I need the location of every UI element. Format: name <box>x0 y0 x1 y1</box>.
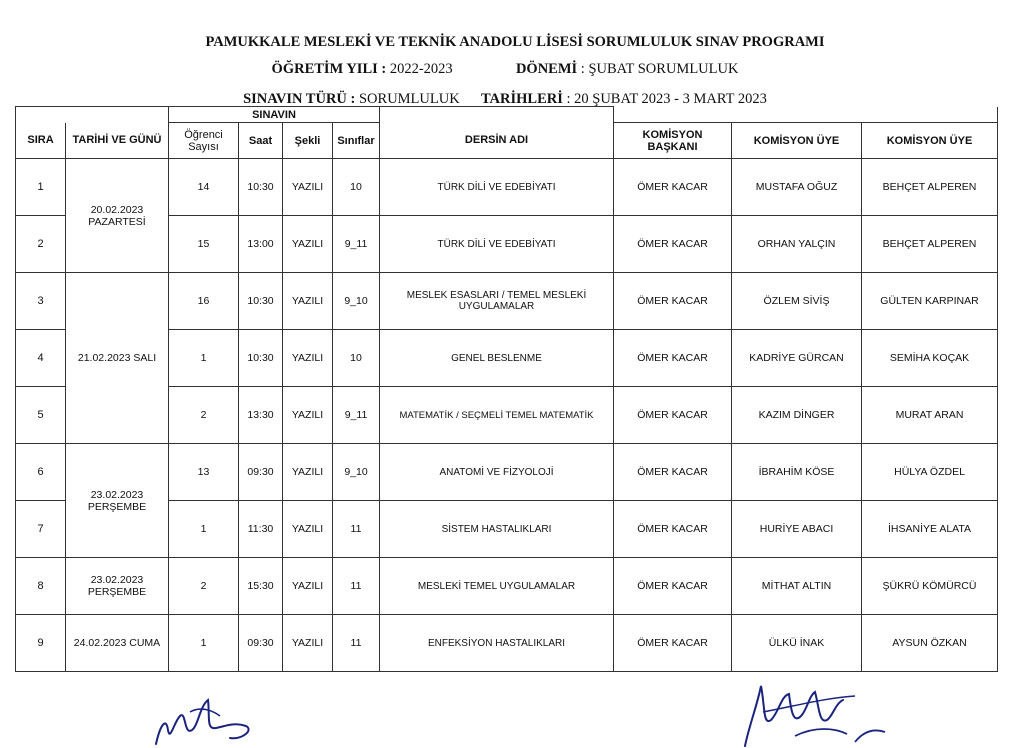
col-header-siniflar: Sınıflar <box>333 123 380 159</box>
cell-sira: 8 <box>16 558 66 615</box>
cell-baskan: ÖMER KACAR <box>614 330 732 387</box>
cell-saat: 11:30 <box>239 501 283 558</box>
cell-sekli: YAZILI <box>283 273 333 330</box>
cell-baskan: ÖMER KACAR <box>614 216 732 273</box>
cell-baskan: ÖMER KACAR <box>614 273 732 330</box>
cell-uye1: ÖZLEM SİVİŞ <box>732 273 862 330</box>
dates-value: : 20 ŞUBAT 2023 - 3 MART 2023 <box>566 91 767 107</box>
cell-tarih: 21.02.2023 SALI <box>66 273 169 444</box>
cell-uye2: BEHÇET ALPEREN <box>862 159 998 216</box>
cell-uye1: KADRİYE GÜRCAN <box>732 330 862 387</box>
year-label: ÖĞRETİM YILI : <box>271 61 387 77</box>
table-row <box>16 444 998 501</box>
cell-saat: 15:30 <box>239 558 283 615</box>
exam-type-value: SORUMLULUK <box>358 91 460 107</box>
cell-ders: TÜRK DİLİ VE EDEBİYATI <box>380 159 614 216</box>
cell-ders: SİSTEM HASTALIKLARI <box>380 501 614 558</box>
col-header-ogrenci: Öğrenci Sayısı <box>169 123 239 159</box>
cell-siniflar: 9_10 <box>333 273 380 330</box>
cell-ders: ANATOMİ VE FİZYOLOJİ <box>380 444 614 501</box>
cell-uye2: SEMİHA KOÇAK <box>862 330 998 387</box>
cell-sira: 5 <box>16 387 66 444</box>
year-value: 2022-2023 <box>389 61 453 77</box>
cell-saat: 10:30 <box>239 159 283 216</box>
cell-sira: 3 <box>16 273 66 330</box>
cell-ogrenci: 2 <box>169 387 239 444</box>
col-header-sira: SIRA <box>16 123 66 159</box>
document-title: PAMUKKALE MESLEKİ VE TEKNİK ANADOLU LİSESİ SORUMLULUK SINAV PROGRAMI <box>205 34 825 50</box>
cell-siniflar: 10 <box>333 159 380 216</box>
cell-uye1: MUSTAFA OĞUZ <box>732 159 862 216</box>
exam-schedule-table <box>15 106 998 672</box>
cell-baskan: ÖMER KACAR <box>614 558 732 615</box>
cell-saat: 10:30 <box>239 330 283 387</box>
cell-uye1: ORHAN YALÇIN <box>732 216 862 273</box>
cell-ogrenci: 13 <box>169 444 239 501</box>
cell-uye1: İBRAHİM KÖSE <box>732 444 862 501</box>
cell-ogrenci: 14 <box>169 159 239 216</box>
cell-saat: 09:30 <box>239 444 283 501</box>
cell-uye1: KAZIM DİNGER <box>732 387 862 444</box>
cell-ogrenci: 1 <box>169 615 239 672</box>
col-header-uye1: KOMİSYON ÜYE <box>732 123 862 159</box>
cell-uye2: HÜLYA ÖZDEL <box>862 444 998 501</box>
cell-ogrenci: 1 <box>169 330 239 387</box>
cell-ders: ENFEKSİYON HASTALIKLARI <box>380 615 614 672</box>
signature-right <box>735 676 905 748</box>
signature-left <box>150 686 270 748</box>
cell-sekli: YAZILI <box>283 216 333 273</box>
table-row <box>16 273 998 330</box>
cell-sekli: YAZILI <box>283 501 333 558</box>
cell-siniflar: 9_11 <box>333 387 380 444</box>
cell-tarih: 23.02.2023 PERŞEMBE <box>66 558 169 615</box>
dates-label: TARİHLERİ <box>480 91 563 107</box>
cell-uye2: AYSUN ÖZKAN <box>862 615 998 672</box>
cell-siniflar: 9_11 <box>333 216 380 273</box>
col-header-saat: Saat <box>239 123 283 159</box>
cell-siniflar: 9_10 <box>333 444 380 501</box>
cell-saat: 13:00 <box>239 216 283 273</box>
cell-uye2: GÜLTEN KARPINAR <box>862 273 998 330</box>
cell-baskan: ÖMER KACAR <box>614 444 732 501</box>
cell-uye1: HURİYE ABACI <box>732 501 862 558</box>
cell-uye1: MİTHAT ALTIN <box>732 558 862 615</box>
col-header-uye2: KOMİSYON ÜYE <box>862 123 998 159</box>
cell-ders: MATEMATİK / SEÇMELİ TEMEL MATEMATİK <box>380 387 614 444</box>
cell-sekli: YAZILI <box>283 558 333 615</box>
table-row <box>16 159 998 216</box>
cell-siniflar: 11 <box>333 615 380 672</box>
term-label: DÖNEMİ <box>515 61 578 77</box>
cell-baskan: ÖMER KACAR <box>614 615 732 672</box>
cell-baskan: ÖMER KACAR <box>614 159 732 216</box>
cell-sekli: YAZILI <box>283 159 333 216</box>
cell-baskan: ÖMER KACAR <box>614 501 732 558</box>
cell-sekli: YAZILI <box>283 615 333 672</box>
cell-uye2: ŞÜKRÜ KÖMÜRCÜ <box>862 558 998 615</box>
cell-sira: 2 <box>16 216 66 273</box>
cell-sekli: YAZILI <box>283 387 333 444</box>
cell-sira: 9 <box>16 615 66 672</box>
cell-sira: 1 <box>16 159 66 216</box>
cell-saat: 09:30 <box>239 615 283 672</box>
cell-saat: 10:30 <box>239 273 283 330</box>
exam-type-label: SINAVIN TÜRÜ : <box>243 91 356 107</box>
col-header-ders: DERSİN ADI <box>380 123 614 159</box>
cell-uye2: İHSANİYE ALATA <box>862 501 998 558</box>
group-header-sinavin: SINAVIN <box>169 107 380 123</box>
col-header-tarih: TARİHİ VE GÜNÜ <box>66 123 169 159</box>
cell-uye2: MURAT ARAN <box>862 387 998 444</box>
cell-sira: 6 <box>16 444 66 501</box>
cell-siniflar: 11 <box>333 558 380 615</box>
cell-ders: MESLEKİ TEMEL UYGULAMALAR <box>380 558 614 615</box>
col-header-sekli: Şekli <box>283 123 333 159</box>
cell-siniflar: 10 <box>333 330 380 387</box>
cell-ogrenci: 1 <box>169 501 239 558</box>
cell-ders: TÜRK DİLİ VE EDEBİYATI <box>380 216 614 273</box>
cell-sekli: YAZILI <box>283 330 333 387</box>
year-term-line <box>0 61 1010 78</box>
cell-uye2: BEHÇET ALPEREN <box>862 216 998 273</box>
cell-baskan: ÖMER KACAR <box>614 387 732 444</box>
term-value: : ŞUBAT SORUMLULUK <box>580 61 739 77</box>
cell-ogrenci: 16 <box>169 273 239 330</box>
cell-ogrenci: 15 <box>169 216 239 273</box>
cell-ogrenci: 2 <box>169 558 239 615</box>
table-row <box>16 615 998 672</box>
cell-tarih: 20.02.2023 PAZARTESİ <box>66 159 169 273</box>
cell-sira: 7 <box>16 501 66 558</box>
cell-saat: 13:30 <box>239 387 283 444</box>
cell-sira: 4 <box>16 330 66 387</box>
cell-tarih: 23.02.2023 PERŞEMBE <box>66 444 169 558</box>
cell-sekli: YAZILI <box>283 444 333 501</box>
cell-uye1: ÜLKÜ İNAK <box>732 615 862 672</box>
table-row <box>16 558 998 615</box>
cell-tarih: 24.02.2023 CUMA <box>66 615 169 672</box>
cell-ders: GENEL BESLENME <box>380 330 614 387</box>
cell-siniflar: 11 <box>333 501 380 558</box>
col-header-baskan: KOMİSYON BAŞKANI <box>614 123 732 159</box>
cell-ders: MESLEK ESASLARI / TEMEL MESLEKİ UYGULAMALAR <box>380 273 614 330</box>
